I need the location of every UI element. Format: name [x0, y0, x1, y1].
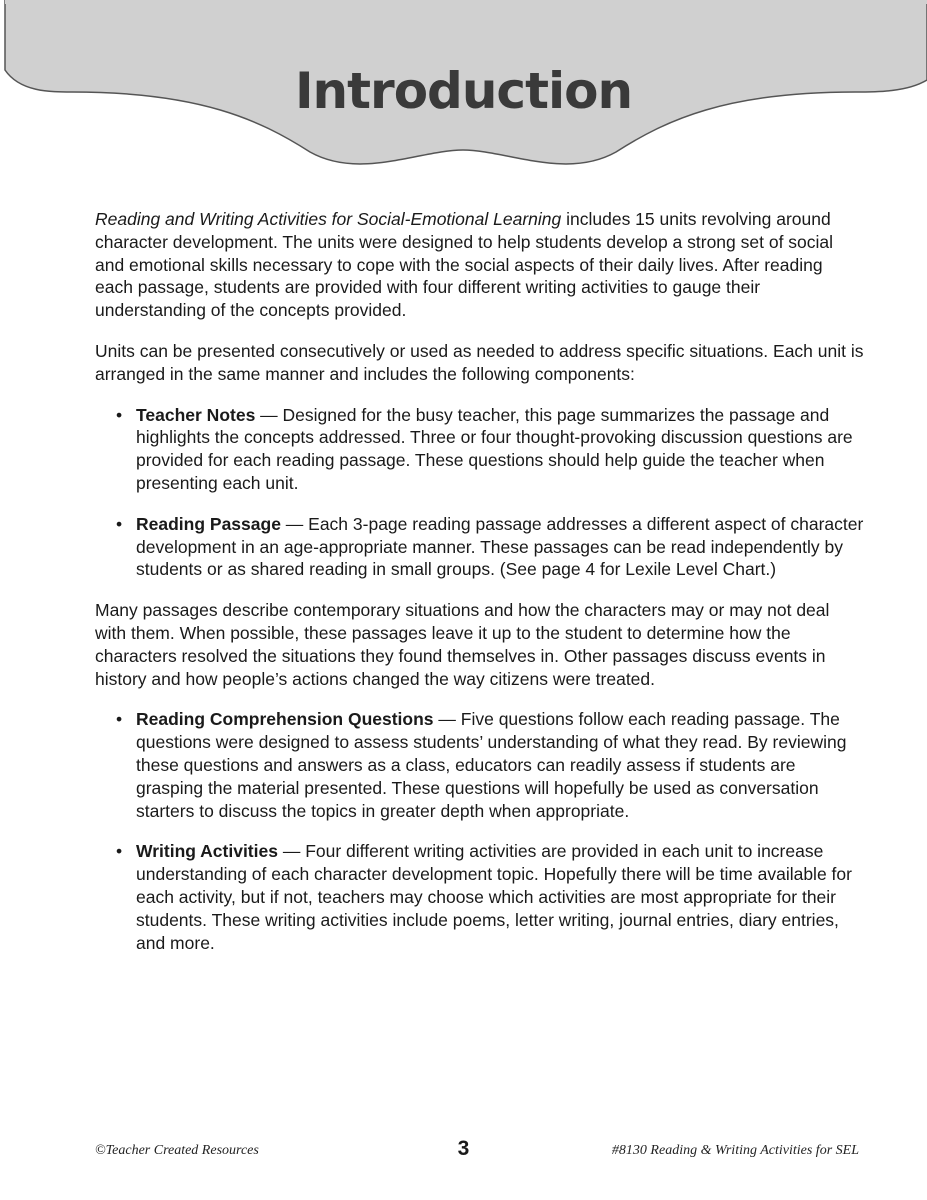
component-list-2: [95, 708, 865, 954]
component-term: Reading Passage: [136, 513, 281, 534]
intro-paragraph-1: [95, 208, 865, 322]
component-text: — Designed for the busy teacher, this page summarizes the passage and highlights the concepts addressed. Three or four thought-provoking discussion questions are provided for each reading passage. These questions should help guide the teacher when presenting each unit.: [136, 404, 853, 493]
component-term: Reading Comprehension Questions: [136, 709, 434, 730]
bullet: •: [116, 841, 123, 862]
page-footer: [0, 1137, 927, 1164]
component-term: Writing Activities: [136, 841, 278, 862]
component-text: — Each 3-page reading passage addresses a different aspect of character development in an age-appropriate manner. These passages can be read independently by students or as shared reading in small groups. (See page 4 for Lexile Level Chart.): [136, 513, 864, 580]
component-comprehension-questions: [116, 708, 865, 822]
page-title: Introduction: [294, 62, 633, 120]
footer-copyright: ©Teacher Created Resources: [95, 1143, 259, 1158]
banner-top-cover: [5, 0, 927, 4]
intro-paragraph-3: Many passages describe contemporary situations and how the characters may or may not deal with them. When possible, these passages leave it up to the student to determine how the characters resolved the situations they found themselves in. Other passages discuss events in history and how people’s actions changed the way citizens were treated.: [95, 600, 830, 689]
intro-paragraph-1-text: includes 15 units revolving around character development. The units were designed to help students develop a strong set of social and emotional skills necessary to cope with the social aspects of their daily lives. After reading each passage, students are provided with four different writing activities to gauge their understanding of the concepts provided.: [95, 209, 834, 321]
component-text: — Four different writing activities are provided in each unit to increase understanding of each character development topic. Hopefully there will be time available for each activity, but if not, teachers may choose which activities are most appropriate for their students. These writing activities include poems, letter writing, journal entries, diary entries, and more.: [136, 841, 852, 953]
book-title: Reading and Writing Activities for Social-Emotional Learning: [95, 209, 562, 229]
page-number: 3: [457, 1137, 470, 1160]
component-term: Teacher Notes: [136, 404, 256, 425]
footer-book-info: #8130 Reading & Writing Activities for SEL: [611, 1143, 859, 1158]
bullet: •: [116, 404, 123, 425]
component-reading-passage: [116, 513, 865, 581]
bullet: •: [116, 709, 123, 730]
component-teacher-notes: [116, 404, 865, 495]
component-list-1: [95, 404, 865, 582]
component-writing-activities: [116, 840, 865, 954]
intro-paragraph-2: Units can be presented consecutively or used as needed to address specific situations. Each unit is arranged in the same manner and includes the following components:: [95, 340, 864, 384]
main-content: [95, 208, 865, 972]
bullet: •: [116, 513, 123, 534]
component-text: — Five questions follow each reading passage. The questions were designed to assess students’ understanding of what they read. By reviewing these questions and answers as a class, educators can readily assess if students are grasping the material presented. These questions will hopefully be used as conversation starters to discuss the topics in greater depth when appropriate.: [136, 709, 847, 821]
